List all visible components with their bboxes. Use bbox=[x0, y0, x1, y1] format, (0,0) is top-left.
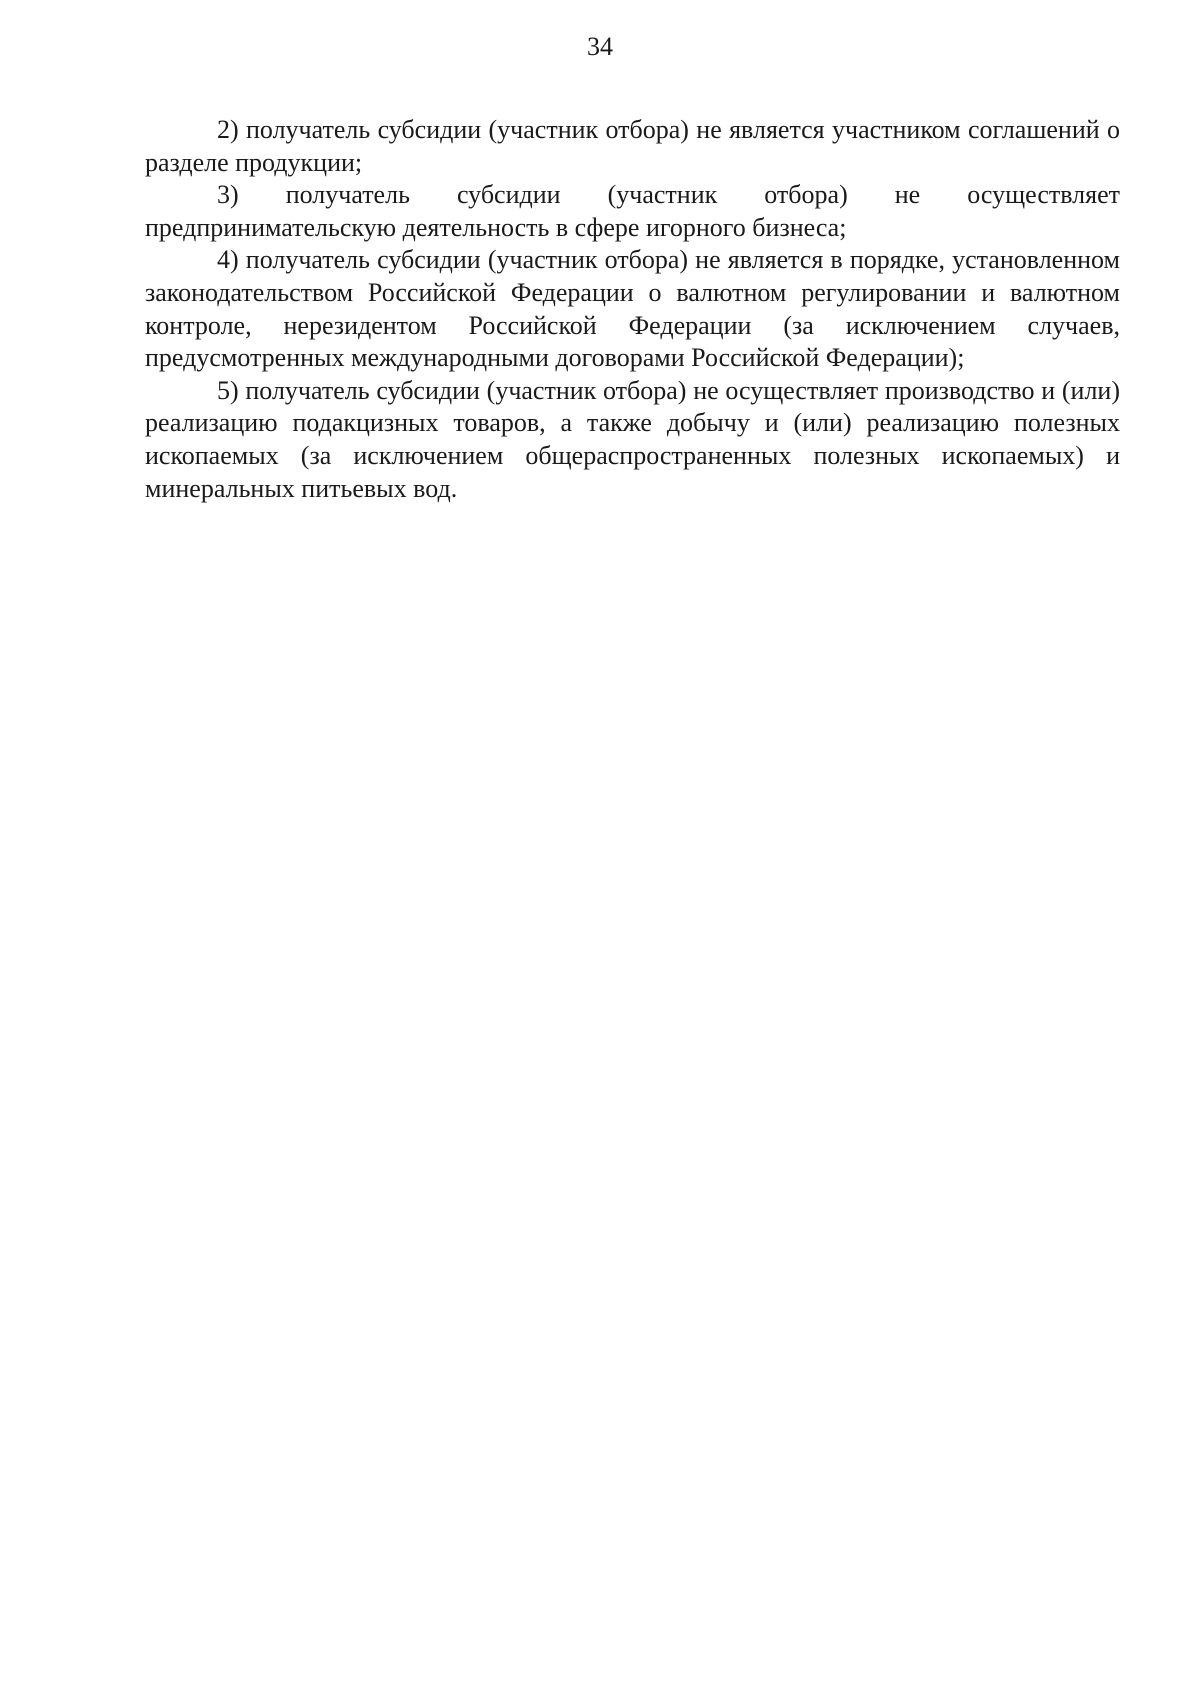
paragraph-item-3: 3) получатель субсидии (участник отбора) не осуществляет предпринимательскую деятельность в сфере игорного бизнеса; bbox=[145, 180, 1120, 242]
paragraph-item-5: 5) получатель субсидии (участник отбора) не осуществляет производство и (или) реализацию подакцизных товаров, а также добычу и (или) реализацию полезных ископаемых (за исключением общераспространенных полезных ископаемых) и минеральных питьевых вод. bbox=[145, 375, 1120, 503]
paragraph-item-4: 4) получатель субсидии (участник отбора) не является в порядке, установленном законодательством Российской Федерации о валютном регулировании и валютном контроле, нерезидентом Российской Федерации (за исключением случаев, предусмотренных международными договорами Российской Федерации); bbox=[145, 245, 1120, 373]
page-number: 34 bbox=[587, 32, 613, 61]
paragraph-item-2: 2) получатель субсидии (участник отбора) не является участником соглашений о разделе продукции; bbox=[145, 115, 1120, 177]
document-body bbox=[145, 114, 1120, 505]
